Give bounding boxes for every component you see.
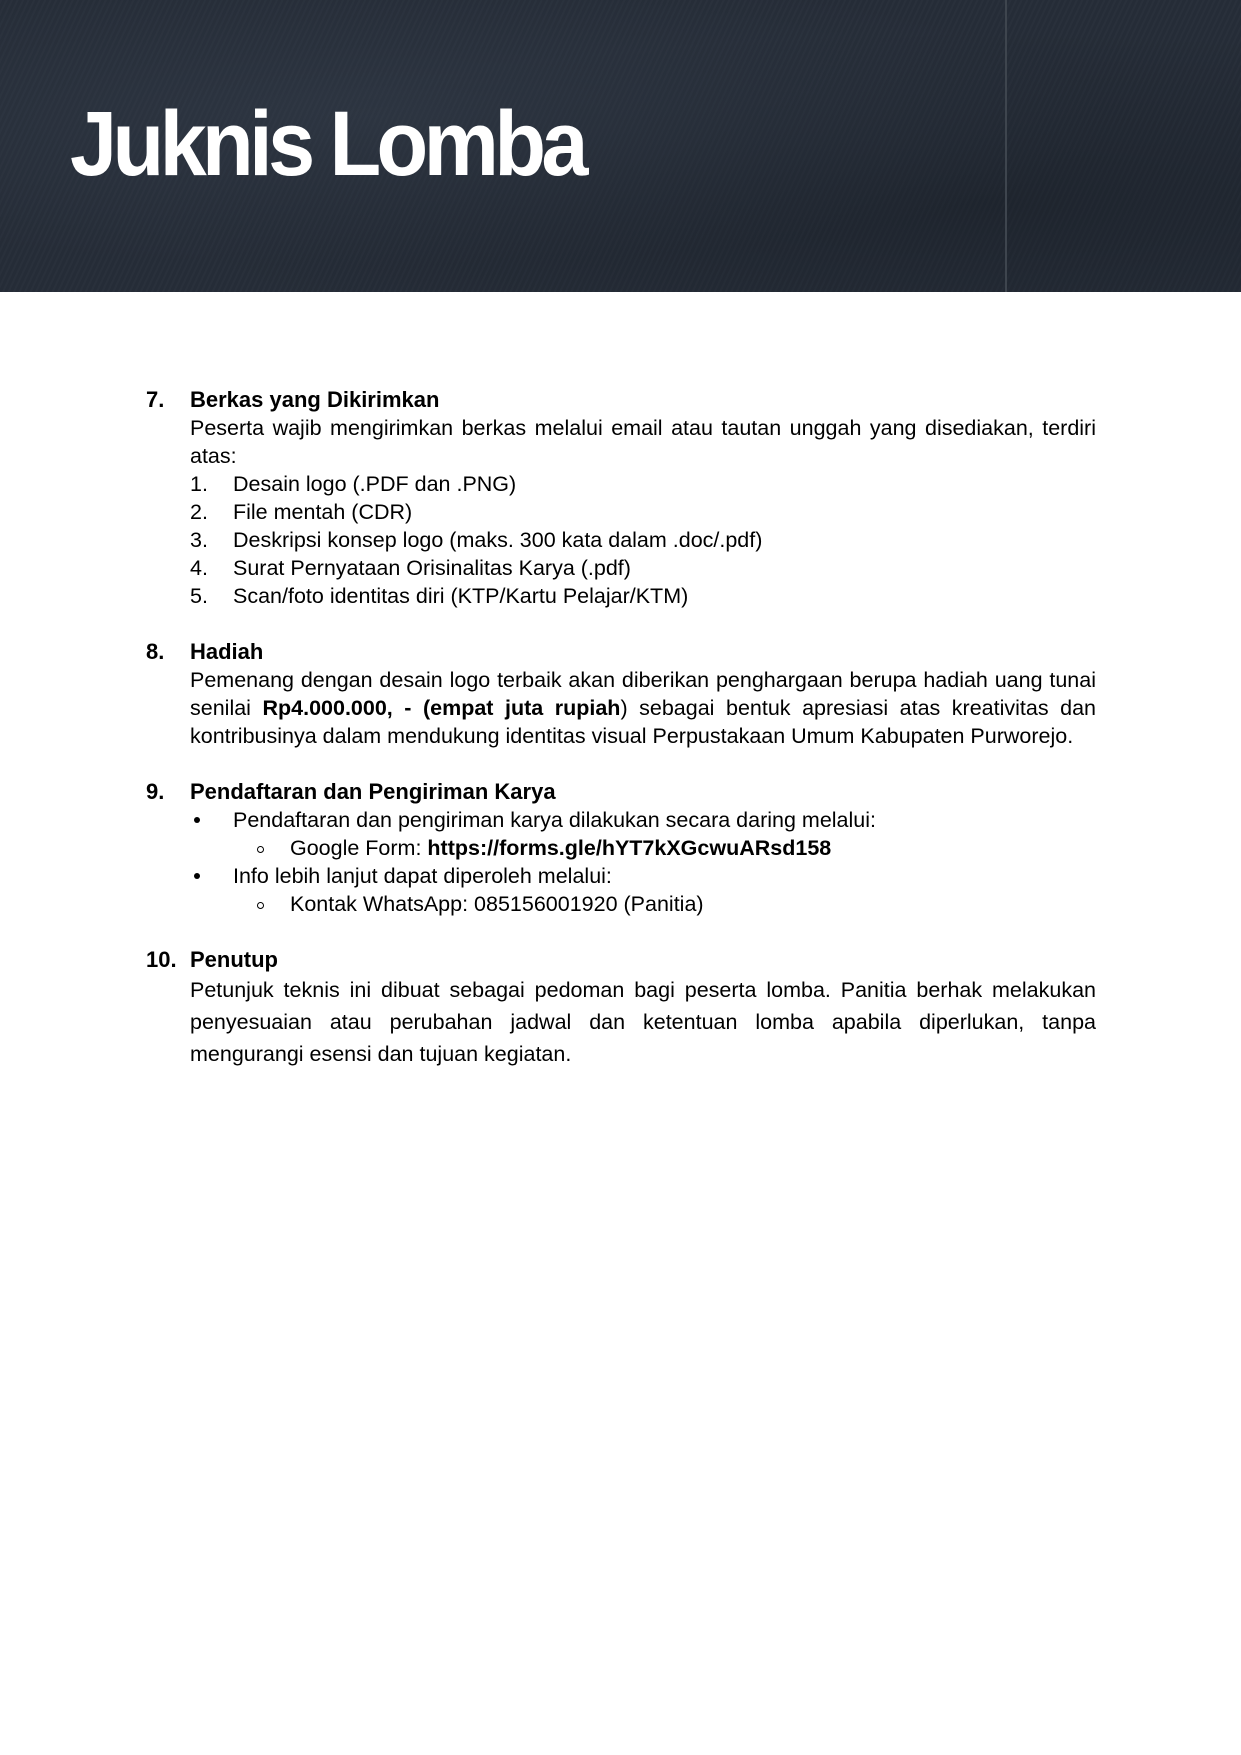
section-number: 9. — [146, 779, 165, 804]
section-intro: Peserta wajib mengirimkan berkas melalui email atau tautan unggah yang disediakan, terdiri atas: — [190, 416, 1096, 468]
item-number: 3. — [190, 528, 208, 552]
section-berkas — [146, 386, 1096, 610]
section-title: Berkas yang Dikirimkan — [190, 387, 440, 412]
section-title: Hadiah — [190, 639, 264, 664]
section-heading — [146, 386, 1096, 414]
list-item — [190, 470, 1096, 498]
bullet-item — [190, 806, 1096, 862]
section-pendaftaran — [146, 778, 1096, 918]
section-hadiah — [146, 638, 1096, 750]
section-title: Penutup — [190, 947, 278, 972]
section-heading — [146, 946, 1096, 974]
section-penutup — [146, 946, 1096, 1070]
section-body: Petunjuk teknis ini dibuat sebagai pedoman bagi peserta lomba. Panitia berhak melakukan penyesuaian atau perubahan jadwal dan ketentuan lomba apabila diperlukan, tanpa mengurangi esensi dan tujuan kegiatan. — [190, 978, 1096, 1066]
bullet-icon — [190, 806, 233, 834]
prize-text: Pemenang dengan desain logo terbaik akan diberikan penghargaan berupa hadiah uang tunai senilai — [190, 668, 1096, 720]
page-title: Juknis Lomba — [70, 93, 584, 195]
item-text: File mentah (CDR) — [233, 500, 413, 524]
section-number: 10. — [146, 947, 177, 972]
bullet-item — [190, 862, 1096, 918]
google-form-link[interactable]: https://forms.gle/hYT7kXGcwuARsd158 — [427, 836, 832, 860]
bullet-text: Info lebih lanjut dapat diperoleh melalui: — [233, 864, 612, 888]
list-item — [190, 554, 1096, 582]
header-banner — [0, 0, 1241, 292]
item-number: 2. — [190, 500, 208, 524]
item-number: 4. — [190, 556, 208, 580]
section-title: Pendaftaran dan Pengiriman Karya — [190, 779, 556, 804]
bullet-list — [190, 806, 1096, 918]
section-number: 7. — [146, 387, 165, 412]
item-text: Scan/foto identitas diri (KTP/Kartu Pelajar/KTM) — [233, 584, 689, 608]
item-number: 1. — [190, 472, 208, 496]
header-divider — [1005, 0, 1007, 292]
section-heading — [146, 778, 1096, 806]
item-text: Desain logo (.PDF dan .PNG) — [233, 472, 517, 496]
list-item — [190, 526, 1096, 554]
bullet-icon — [190, 862, 233, 890]
prize-amount: Rp4.000.000, - (empat juta rupiah — [262, 696, 621, 720]
sub-bullet-item — [257, 834, 1096, 862]
item-text: Surat Pernyataan Orisinalitas Karya (.pdf) — [233, 556, 631, 580]
section-heading — [146, 638, 1096, 666]
section-body — [190, 666, 1096, 750]
section-number: 8. — [146, 639, 165, 664]
circle-bullet-icon — [257, 834, 290, 862]
file-list — [190, 470, 1096, 610]
prize-text-end: ) sebagai bentuk apresiasi atas kreativitas dan kontribusinya dalam mendukung identitas visual Perpustakaan Umum Kabupaten Purworejo. — [190, 696, 1096, 748]
bullet-text: Pendaftaran dan pengiriman karya dilakukan secara daring melalui: — [233, 808, 876, 832]
list-item — [190, 498, 1096, 526]
circle-bullet-icon — [257, 890, 290, 918]
item-number: 5. — [190, 584, 208, 608]
form-label: Google Form: — [290, 836, 428, 860]
document-body — [146, 386, 1096, 1098]
whatsapp-contact: Kontak WhatsApp: 085156001920 (Panitia) — [290, 892, 704, 916]
list-item — [190, 582, 1096, 610]
item-text: Deskripsi konsep logo (maks. 300 kata dalam .doc/.pdf) — [233, 528, 763, 552]
sub-bullet-item — [257, 890, 1096, 918]
